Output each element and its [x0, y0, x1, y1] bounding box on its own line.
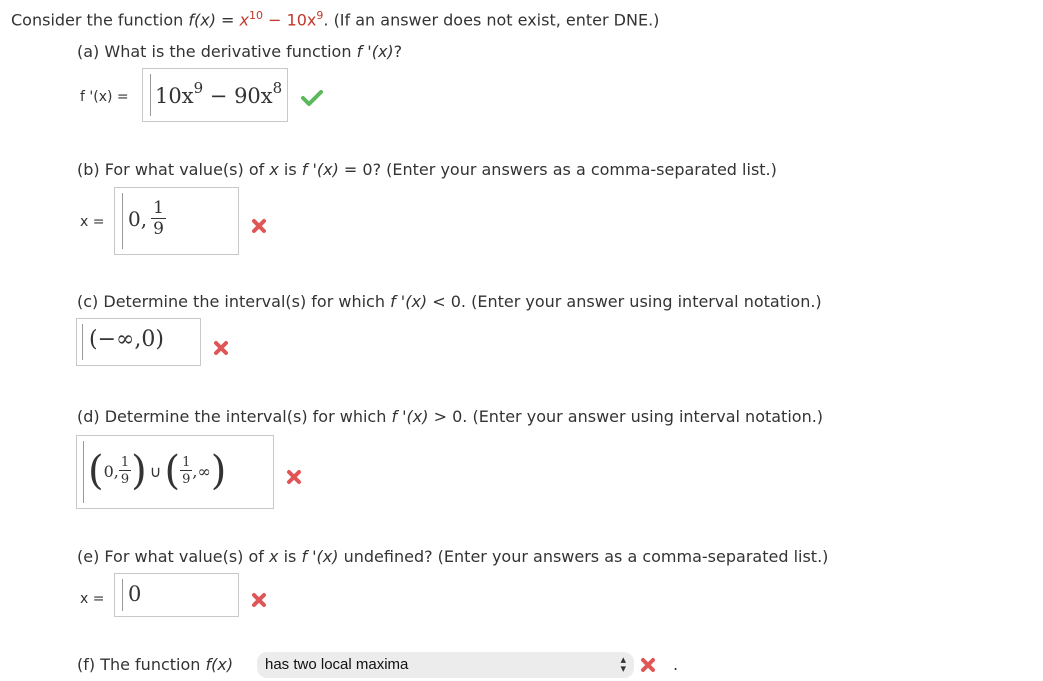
part-e-mid: is: [278, 547, 302, 566]
fraction-denominator: 9: [120, 472, 130, 487]
interval2-fraction: [180, 456, 192, 486]
part-b-label: x =: [80, 214, 105, 230]
x-mark-icon: [251, 218, 267, 234]
paren-open-1: (: [88, 448, 104, 494]
answer-lead: 0,: [128, 207, 148, 231]
part-b-prompt: [77, 160, 777, 179]
part-e-func: f '(x): [301, 547, 339, 566]
part-c-prompt: [77, 292, 822, 311]
part-a-suffix: ?: [393, 42, 403, 61]
part-e-prompt: [77, 547, 828, 566]
answer-term-b: − 90x: [203, 84, 273, 108]
check-icon: [301, 89, 323, 107]
up-down-caret-icon: ▴ ▾: [620, 654, 626, 675]
term2-base: 10x: [286, 10, 317, 30]
cursor-bar: [83, 441, 84, 503]
part-a-prefix: (a) What is the derivative function: [77, 42, 357, 61]
part-d-prefix: (d) Determine the interval(s) for which: [77, 407, 392, 426]
paren-close-1: ): [131, 448, 147, 494]
part-d-prompt: [77, 407, 823, 426]
minus-sign: −: [262, 10, 287, 30]
cursor-bar: [122, 579, 123, 611]
cursor-bar: [82, 324, 83, 360]
part-a-func: f '(x): [356, 42, 394, 61]
paren-close-2: ): [210, 448, 227, 494]
fraction-numerator: 1: [120, 455, 130, 470]
cursor-bar: [122, 193, 123, 249]
part-d-answer: [88, 446, 226, 496]
part-f-trailing: .: [673, 655, 679, 674]
fraction-denominator: 9: [182, 472, 191, 487]
part-c-suffix: < 0. (Enter your answer using interval notation.): [427, 292, 822, 311]
part-e-answer-input[interactable]: [114, 573, 239, 617]
x-mark-icon: [251, 592, 267, 608]
part-f-prompt: [77, 655, 233, 674]
part-d-answer-input[interactable]: [76, 435, 274, 509]
part-a-label: f '(x) =: [80, 89, 129, 105]
part-b-func: f '(x): [301, 160, 339, 179]
interval1-fraction: [119, 456, 131, 486]
part-a-answer-input[interactable]: [142, 68, 288, 122]
part-a-prompt: [77, 42, 402, 61]
part-c-answer: (−∞,0): [89, 327, 164, 352]
paren-open-2: (: [164, 448, 181, 494]
intro-prefix: Consider the function: [11, 10, 189, 30]
part-f-select[interactable]: [257, 652, 634, 678]
fraction-denominator: 9: [153, 219, 164, 239]
x-mark-icon: [640, 657, 656, 673]
part-a-answer: [155, 81, 282, 108]
answer-exp-a: 9: [193, 79, 204, 97]
part-b-var: x: [269, 160, 279, 179]
interval1-lead: 0,: [103, 461, 119, 481]
part-e-label: x =: [80, 591, 105, 607]
question-intro: [11, 9, 659, 29]
answer-term-a: 10x: [155, 84, 194, 108]
part-f-func: f(x): [205, 655, 234, 674]
cursor-bar: [150, 74, 151, 116]
part-b-answer: [128, 200, 166, 238]
part-b-prefix: (b) For what value(s) of: [77, 160, 270, 179]
part-e-suffix: undefined? (Enter your answers as a comma-separated list.): [338, 547, 829, 566]
part-c-answer-input[interactable]: [76, 318, 201, 366]
x-mark-icon: [286, 469, 302, 485]
answer-exp-b: 8: [272, 79, 283, 97]
part-f-prefix: (f) The function: [77, 655, 206, 674]
interval2-tail: ,∞: [192, 461, 211, 481]
part-e-prefix: (e) For what value(s) of: [77, 547, 270, 566]
function-name: f(x): [188, 10, 216, 30]
union-symbol: ∪: [149, 461, 162, 481]
part-b-suffix: = 0? (Enter your answers as a comma-separated list.): [338, 160, 777, 179]
intro-suffix: . (If an answer does not exist, enter DNE.): [323, 10, 660, 30]
part-c-prefix: (c) Determine the interval(s) for which: [77, 292, 391, 311]
term1-exponent: 10: [248, 9, 263, 22]
part-c-func: f '(x): [390, 292, 428, 311]
part-b-mid: is: [278, 160, 302, 179]
part-e-answer: 0: [128, 582, 142, 606]
x-mark-icon: [213, 340, 229, 356]
term2-exponent: 9: [316, 9, 324, 22]
part-f-selected-value: has two local maxima: [265, 656, 409, 673]
fraction-numerator: 1: [182, 455, 191, 470]
part-e-var: x: [269, 547, 279, 566]
equals-sign: =: [215, 10, 240, 30]
fraction-numerator: 1: [153, 198, 164, 218]
answer-fraction: [151, 200, 166, 238]
part-d-func: f '(x): [391, 407, 429, 426]
term1-base: x: [239, 10, 249, 30]
part-b-answer-input[interactable]: [114, 187, 239, 255]
part-d-suffix: > 0. (Enter your answer using interval notation.): [428, 407, 824, 426]
